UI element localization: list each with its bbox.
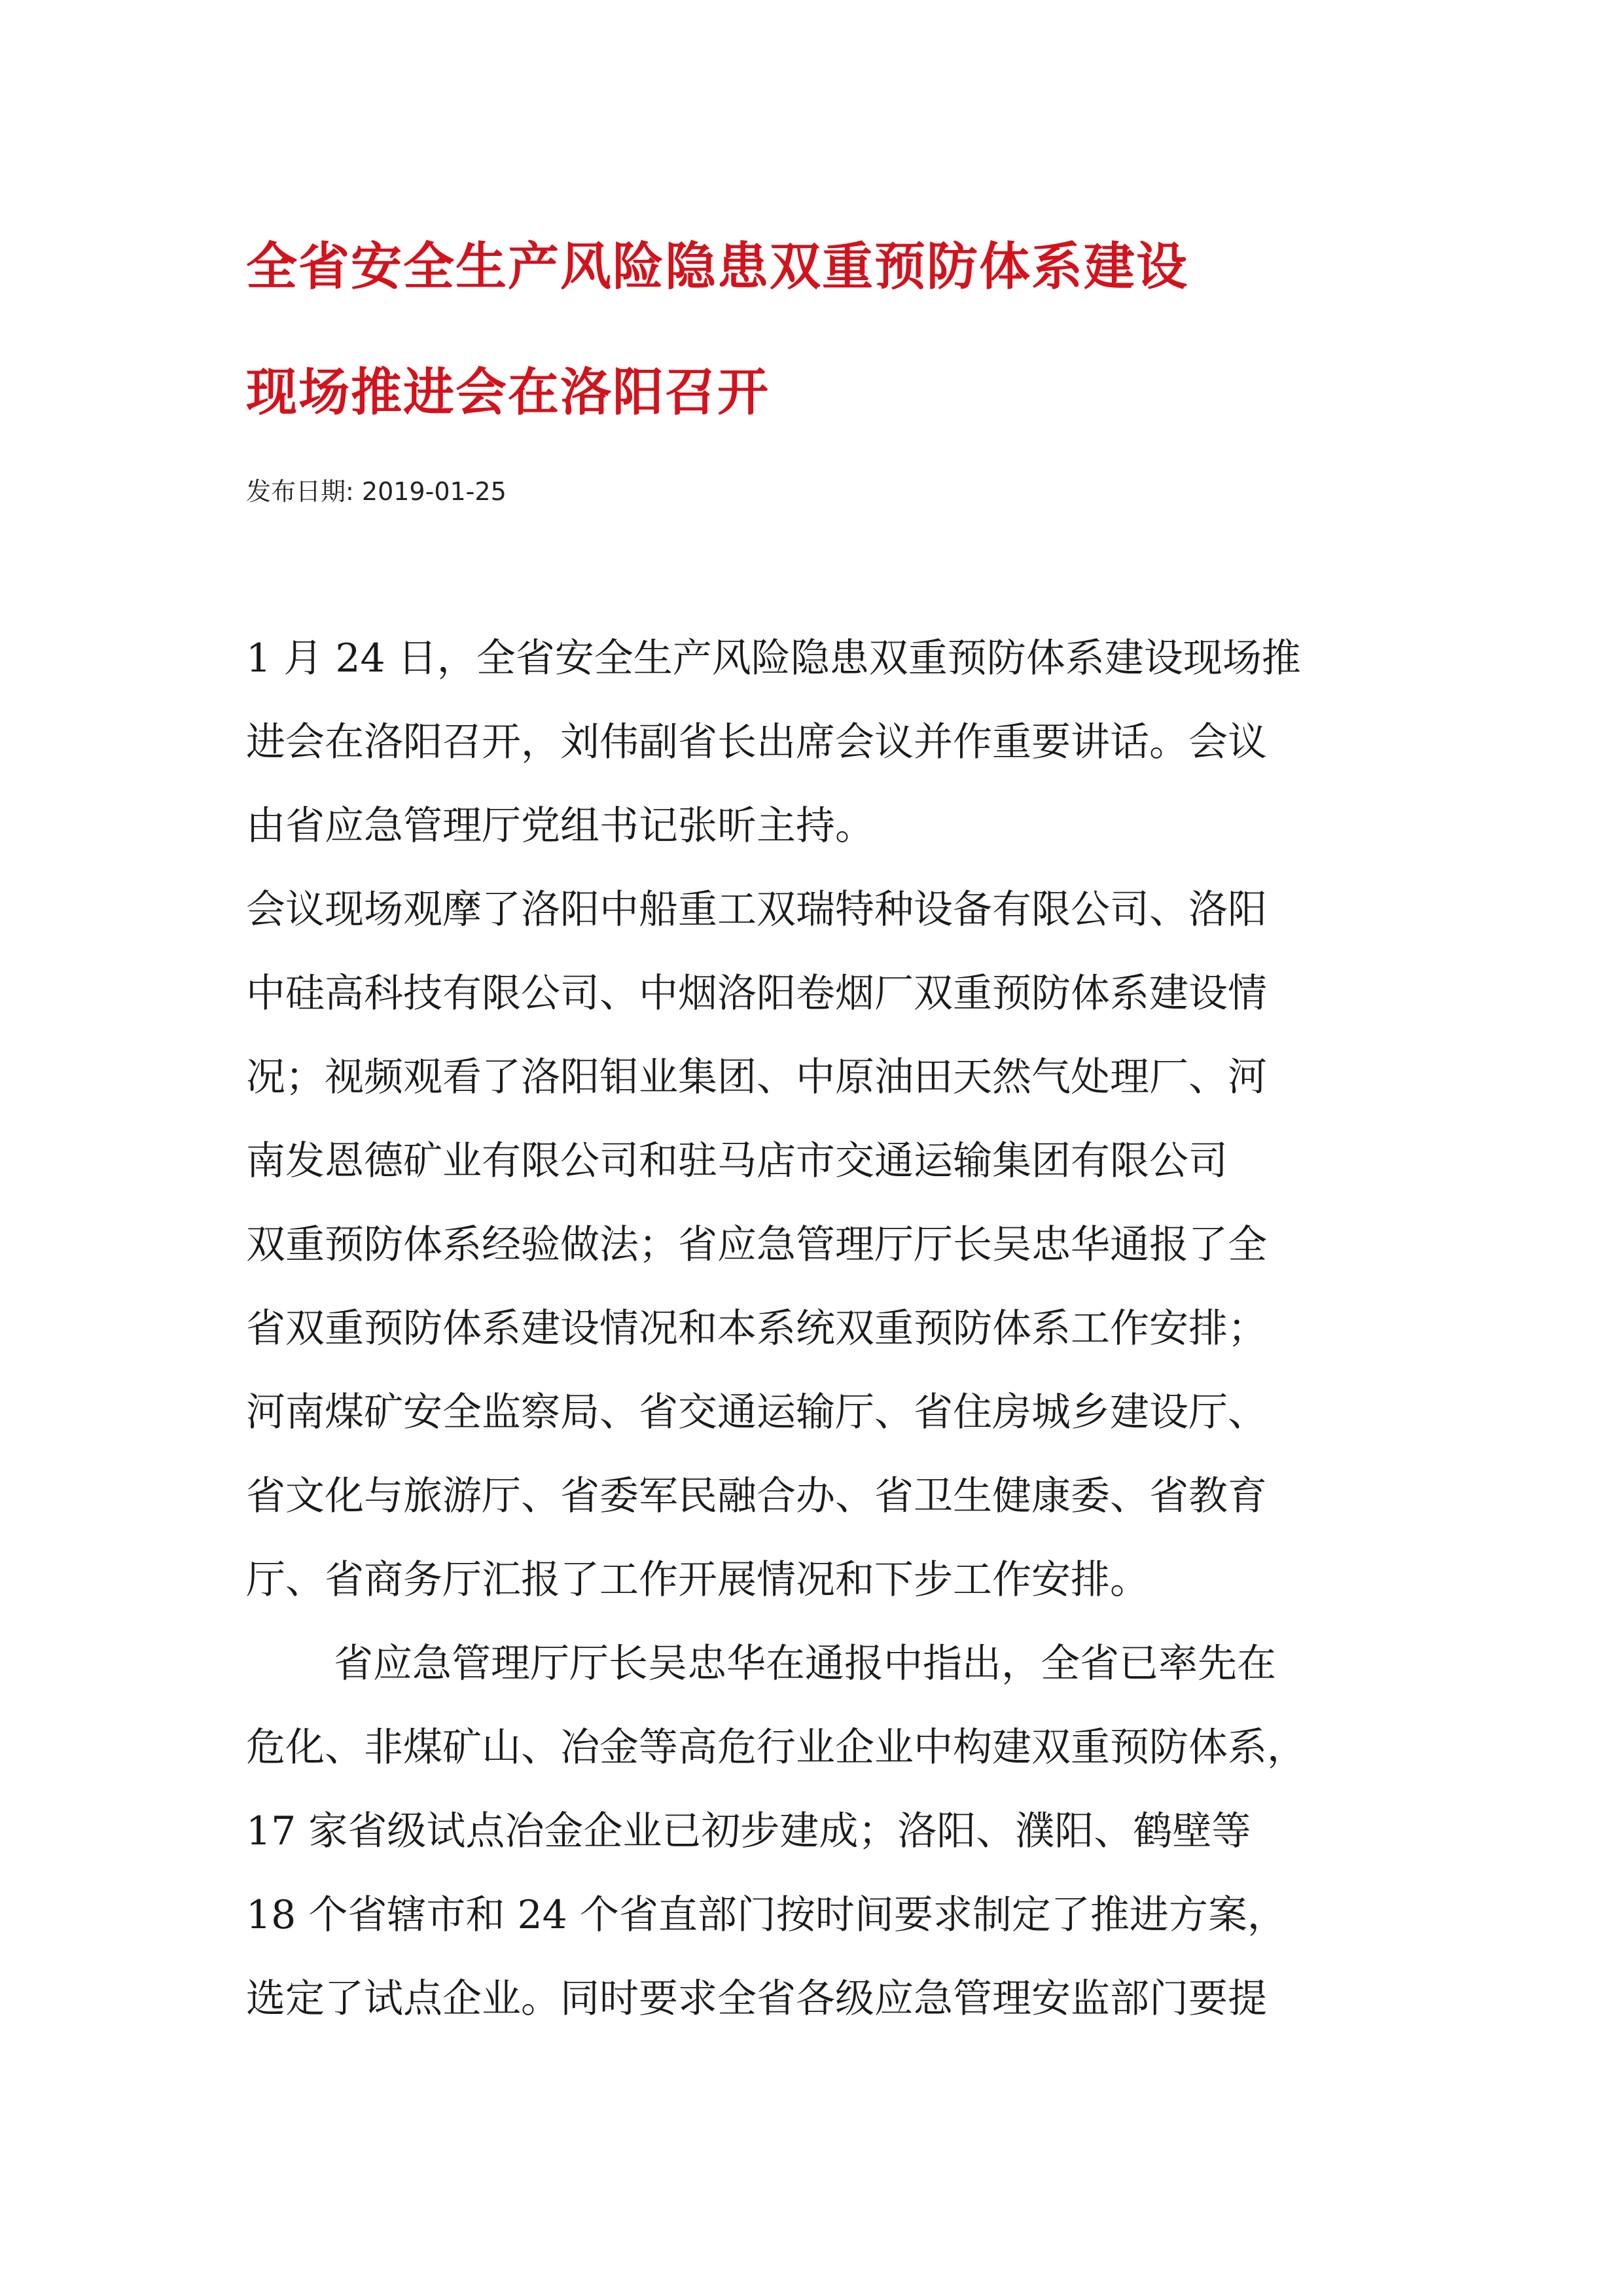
body-line: 中硅高科技有限公司、中烟洛阳卷烟厂双重预防体系建设情 [246,971,1267,1016]
article-title-line-2: 现场推进会在洛阳召开 [246,363,770,422]
body-line: 省双重预防体系建设情况和本系统双重预防体系工作安排； [246,1306,1267,1352]
body-line: 厅、省商务厅汇报了工作开展情况和下步工作安排。 [246,1557,1149,1603]
body-line: 17 家省级试点冶金企业已初步建成；洛阳、濮阳、鹤壁等 [246,1808,1251,1854]
body-line: 18 个省辖市和 24 个省直部门按时间要求制定了推进方案， [246,1892,1287,1938]
body-line: 况；视频观看了洛阳钼业集团、中原油田天然气处理厂、河 [246,1054,1267,1100]
body-line: 南发恩德矿业有限公司和驻马店市交通运输集团有限公司 [246,1138,1228,1184]
body-line: 1 月 24 日，全省安全生产风险隐患双重预防体系建设现场推 [246,636,1301,681]
publish-date-label: 发布日期: [246,477,354,506]
body-line: 双重预防体系经验做法；省应急管理厅厅长吴忠华通报了全 [246,1222,1267,1268]
publish-date-value: 2019-01-25 [361,477,507,506]
body-line: 省应急管理厅厅长吴忠华在通报中指出，全省已率先在 [334,1641,1276,1687]
body-line: 选定了试点企业。同时要求全省各级应急管理安监部门要提 [246,1976,1267,2022]
publish-date [246,475,507,508]
body-line: 省文化与旅游厅、省委军民融合办、省卫生健康委、省教育 [246,1473,1267,1519]
article-title-line-1: 全省安全生产风险隐患双重预防体系建设 [246,238,1189,296]
body-line: 危化、非煤矿山、冶金等高危行业企业中构建双重预防体系， [246,1725,1306,1770]
body-line: 由省应急管理厅党组书记张昕主持。 [246,803,874,849]
body-line: 会议现场观摩了洛阳中船重工双瑞特种设备有限公司、洛阳 [246,887,1267,933]
body-line: 河南煤矿安全监察局、省交通运输厅、省住房城乡建设厅、 [246,1390,1267,1435]
body-line: 进会在洛阳召开，刘伟副省长出席会议并作重要讲话。会议 [246,719,1267,765]
